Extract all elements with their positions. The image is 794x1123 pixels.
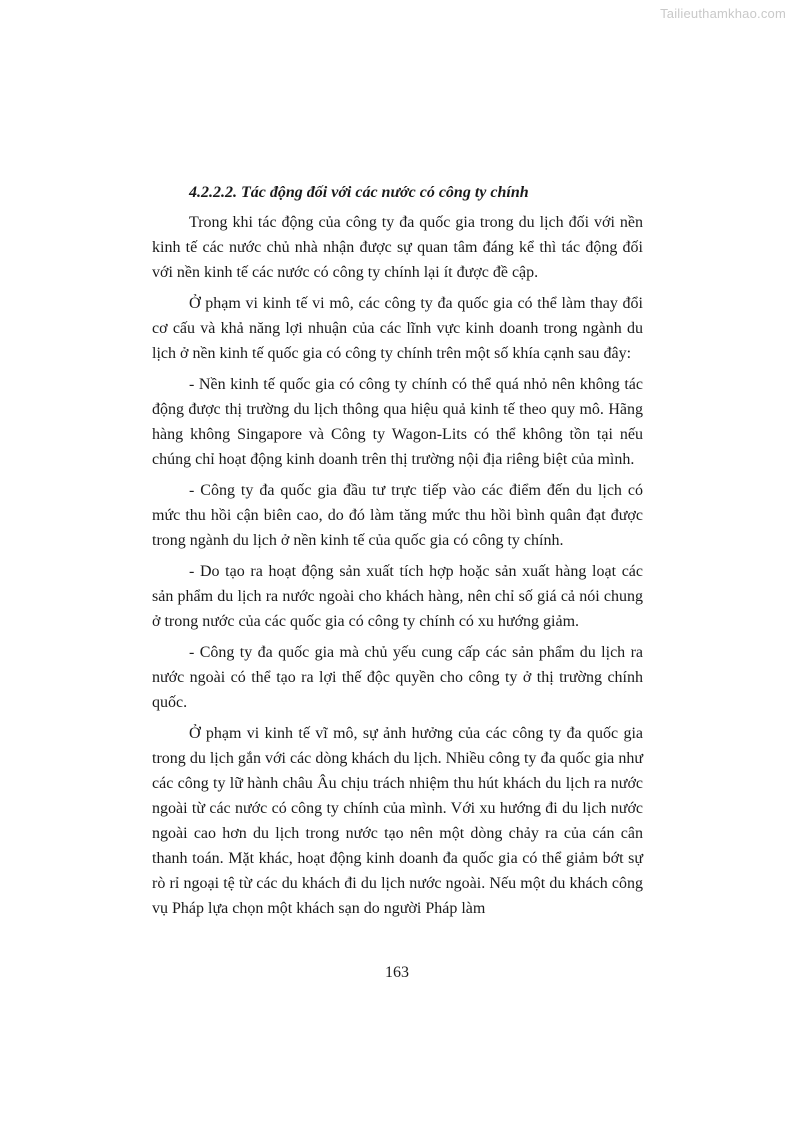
page-number: 163 [385,964,409,981]
section-heading: 4.2.2.2. Tác động đối với các nước có công ty chính [189,184,529,201]
watermark: Tailieuthamkhao.com [660,6,786,21]
page-body [152,180,643,927]
bullet-item: - Công ty đa quốc gia mà chủ yếu cung cấp các sản phẩm du lịch ra nước ngoài có thể tạo ra lợi thế độc quyền cho công ty ở thị trường chính quốc. [152,644,643,711]
bullet-item: - Nền kinh tế quốc gia có công ty chính có thể quá nhỏ nên không tác động được thị trường du lịch thông qua hiệu quả kinh tế theo quy mô. Hãng hàng không Singapore và Công ty Wagon-Lits có thể không tồn tại nếu chúng chỉ hoạt động kinh doanh trên thị trường nội địa riêng biệt của mình. [152,376,643,468]
paragraph-intro: Trong khi tác động của công ty đa quốc gia trong du lịch đối với nền kinh tế các nước chủ nhà nhận được sự quan tâm đáng kể thì tác động đối với nền kinh tế các nước có công ty chính lại ít được đề cập. [152,214,643,281]
paragraph-micro: Ở phạm vi kinh tế vi mô, các công ty đa quốc gia có thể làm thay đổi cơ cấu và khả năng lợi nhuận của các lĩnh vực kinh doanh trong ngành du lịch ở nền kinh tế quốc gia có công ty chính trên một số khía cạnh sau đây: [152,295,643,362]
bullet-item: - Công ty đa quốc gia đầu tư trực tiếp vào các điểm đến du lịch có mức thu hồi cận biên cao, do đó làm tăng mức thu hồi bình quân đạt được trong ngành du lịch ở nền kinh tế của quốc gia có công ty chính. [152,482,643,549]
paragraph-macro: Ở phạm vi kinh tế vĩ mô, sự ảnh hưởng của các công ty đa quốc gia trong du lịch gắn với các dòng khách du lịch. Nhiều công ty đa quốc gia như các công ty lữ hành châu Âu chịu trách nhiệm thu hút khách du lịch ra nước ngoài từ các nước có công ty chính của mình. Với xu hướng đi du lịch nước ngoài cao hơn du lịch trong nước tạo nên một dòng chảy ra của cán cân thanh toán. Mặt khác, hoạt động kinh doanh đa quốc gia có thể giảm bớt sự rò rỉ ngoại tệ từ các du khách đi du lịch nước ngoài. Nếu một du khách công vụ Pháp lựa chọn một khách sạn do người Pháp làm [152,725,643,917]
bullet-item: - Do tạo ra hoạt động sản xuất tích hợp hoặc sản xuất hàng loạt các sản phẩm du lịch ra nước ngoài cho khách hàng, nên chỉ số giá cả nói chung ở trong nước của các quốc gia có công ty chính có xu hướng giảm. [152,563,643,630]
